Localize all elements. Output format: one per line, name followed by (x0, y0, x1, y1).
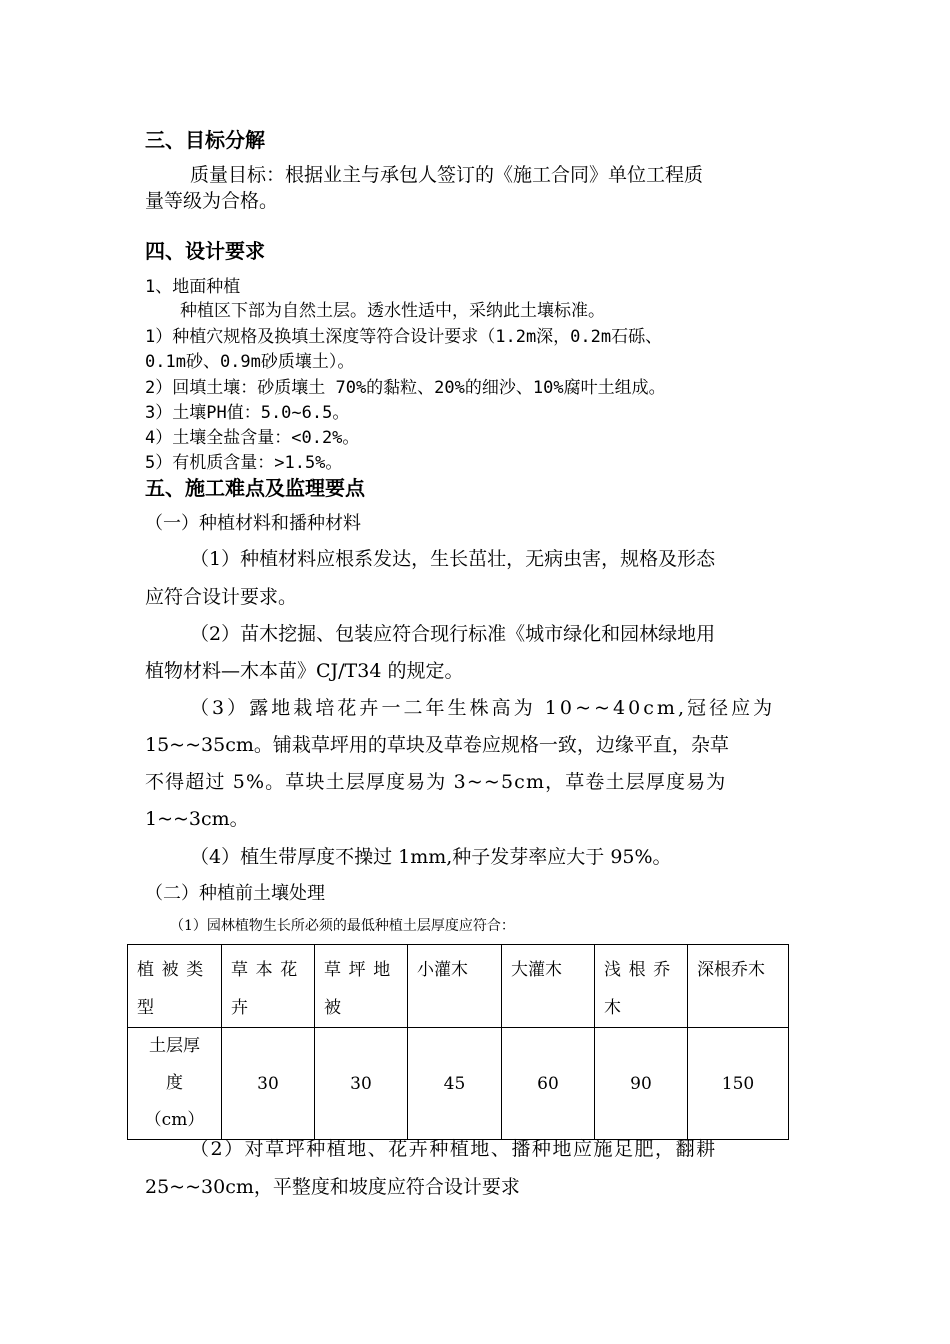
header-cell-line: 被 (324, 998, 341, 1018)
table-cell-value: 30 (315, 1028, 408, 1140)
header-cell-shallow-root-tree (595, 945, 688, 1028)
design-item-1-line-2: 0.1m砂、0.9m砂质壤土）。 (145, 352, 355, 372)
soil-depth-table (127, 944, 789, 1140)
material-item-3-line-3: 不得超过 5%。草块土层厚度易为 3~~5cm，草卷土层厚度易为 (145, 771, 727, 793)
row-header-soil-depth (128, 1028, 222, 1140)
header-cell-line: 型 (137, 998, 154, 1018)
subsection-2-heading: （二）种植前土壤处理 (145, 883, 325, 904)
material-item-3-line-2: 15~~35cm。铺栽草坪用的草块及草卷应规格一致，边缘平直，杂草 (145, 734, 729, 756)
header-cell-line: 深根乔木 (697, 960, 765, 980)
header-cell-line: 浅根乔 (604, 960, 678, 980)
header-cell-line: 植被类 (137, 960, 211, 980)
row-header-line: 土层厚 (149, 1036, 200, 1056)
material-item-1-line-2: 应符合设计要求。 (145, 586, 298, 608)
design-item-5: 5）有机质含量：>1.5%。 (145, 453, 343, 473)
material-item-3-line-1-text: （3）露地栽培花卉一二年生株高为 10~~40cm,冠径应为 (190, 697, 776, 719)
soil-item-2-line-1: （2）对草坪种植地、花卉种植地、播种地应施足肥，翻耕 (190, 1138, 717, 1160)
soil-item-2-line-2: 25~~30cm，平整度和坡度应符合设计要求 (145, 1176, 520, 1198)
header-cell-small-shrub (408, 945, 502, 1028)
table-header-row (128, 945, 789, 1028)
row-header-line: （cm） (144, 1110, 205, 1130)
section-3-heading: 三、目标分解 (145, 128, 265, 152)
material-item-2-line-2: 植物材料—木本苗》CJ/T34 的规定。 (145, 660, 464, 682)
material-item-3-line-4: 1~~3cm。 (145, 808, 249, 830)
header-cell-line: 小灌木 (417, 960, 468, 980)
table-caption: （1）园林植物生长所必须的最低种植土层厚度应符合： (170, 918, 515, 934)
table-cell-value: 30 (222, 1028, 315, 1140)
table-cell-value: 60 (502, 1028, 595, 1140)
quality-goal-line-1: 质量目标：根据业主与承包人签订的《施工合同》单位工程质 (190, 164, 704, 186)
design-item-2: 2）回填土壤：砂质壤土 70%的黏粒、20%的细沙、10%腐叶土组成。 (145, 378, 666, 398)
row-header-line: 度 (166, 1073, 183, 1093)
table-cell-value: 90 (595, 1028, 688, 1140)
header-cell-large-shrub (502, 945, 595, 1028)
section-5-heading: 五、施工难点及监理要点 (145, 476, 365, 500)
header-cell-line: 草本花 (231, 960, 305, 980)
material-item-4: （4）植生带厚度不操过 1mm,种子发芽率应大于 95%。 (190, 846, 672, 868)
header-cell-lawn-cover (315, 945, 408, 1028)
section-4-heading: 四、设计要求 (145, 239, 265, 263)
header-cell-vegetation-type (128, 945, 222, 1028)
material-item-3-line-1 (190, 693, 805, 720)
table-row-soil-depth (128, 1028, 789, 1140)
header-cell-line: 木 (604, 998, 621, 1018)
ground-planting-subheading: 1、地面种植 (145, 277, 241, 297)
material-item-1-line-1: （1）种植材料应根系发达，生长茁壮，无病虫害，规格及形态 (190, 548, 716, 570)
header-cell-deep-root-tree (688, 945, 789, 1028)
table-cell-value: 45 (408, 1028, 502, 1140)
header-cell-line: 大灌木 (511, 960, 562, 980)
quality-goal-line-2: 量等级为合格。 (145, 190, 279, 212)
subsection-1-heading: （一）种植材料和播种材料 (145, 513, 361, 534)
material-item-2-line-1: （2）苗木挖掘、包装应符合现行标准《城市绿化和园林绿地用 (190, 623, 716, 645)
planting-zone-intro: 种植区下部为自然土层。透水性适中，采纳此土壤标准。 (180, 301, 605, 321)
header-cell-herbaceous-flowers (222, 945, 315, 1028)
table-cell-value: 150 (688, 1028, 789, 1140)
design-item-3: 3）土壤PH值：5.0~6.5。 (145, 403, 350, 423)
design-item-1-line-1: 1）种植穴规格及换填土深度等符合设计要求（1.2m深，0.2m石砾、 (145, 327, 663, 347)
design-item-4: 4）土壤全盐含量：<0.2%。 (145, 428, 360, 448)
header-cell-line: 草坪地 (324, 960, 398, 980)
header-cell-line: 卉 (231, 998, 248, 1018)
